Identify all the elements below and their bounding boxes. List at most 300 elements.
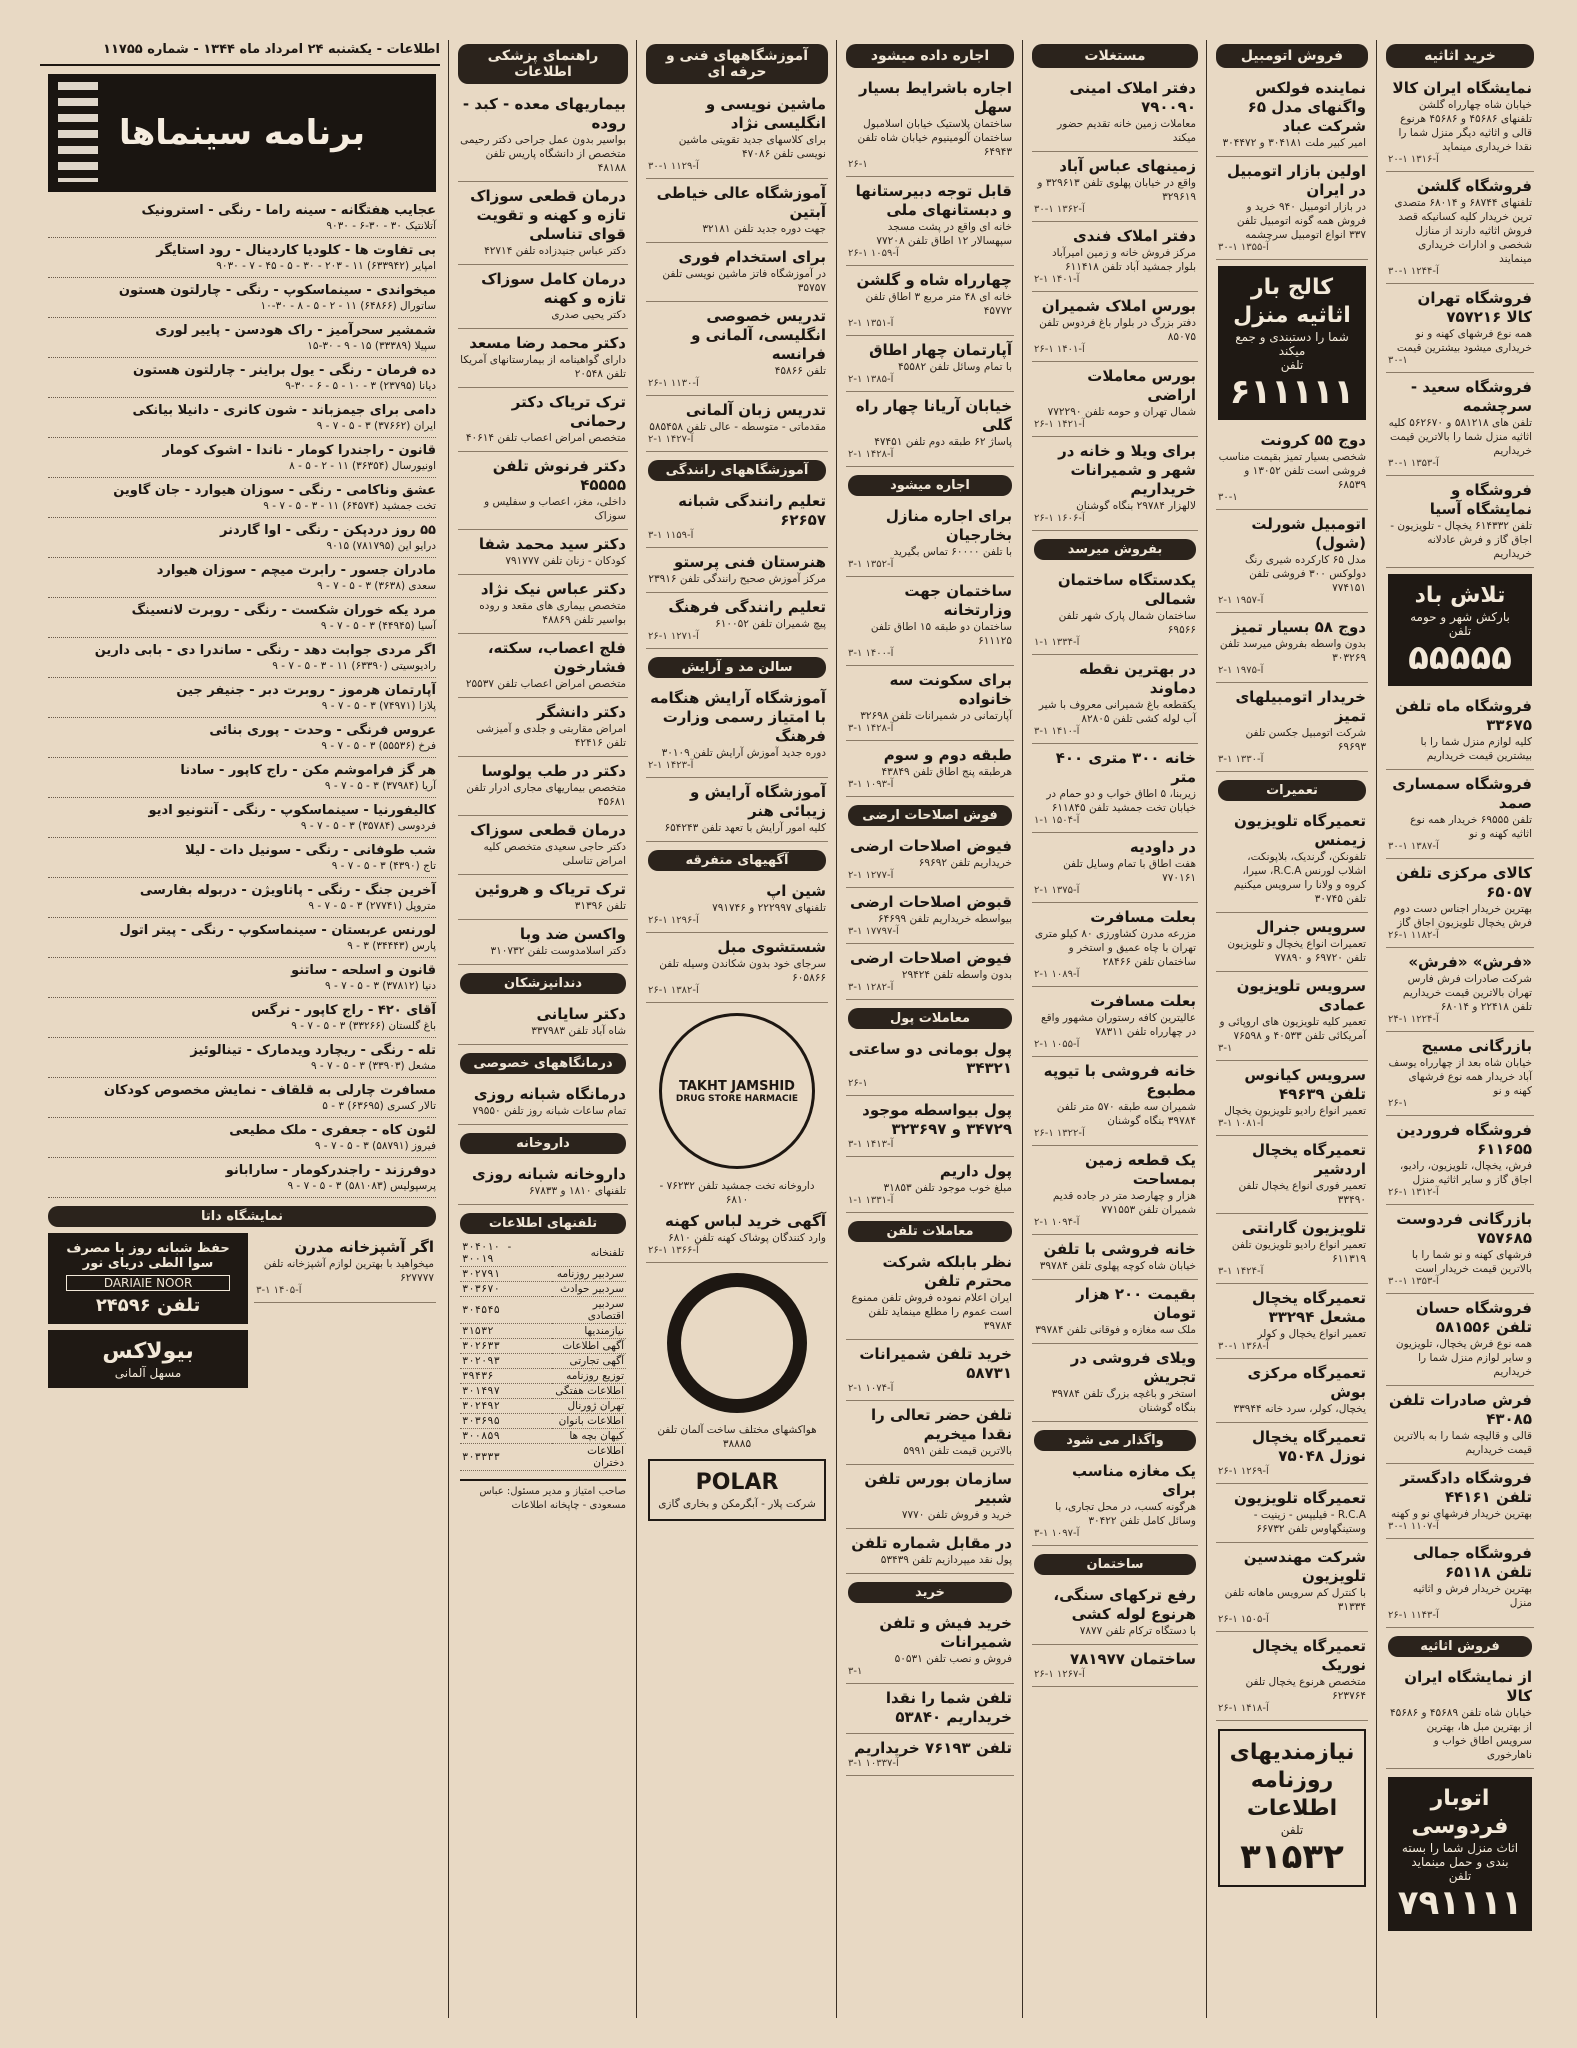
ad-body: شرکت اتومبیل جکسن تلفن ۶۹۶۹۳ bbox=[1245, 727, 1366, 753]
ad-body: برای کلاسهای جدید تقویتی ماشین نویسی تلفن ۴۷۰۸۶ bbox=[678, 134, 826, 160]
ad-title: دوج ۵۵ کرونت bbox=[1260, 431, 1366, 449]
ad-title: فیوض اصلاحات ارضی bbox=[850, 837, 1012, 855]
classified-ad bbox=[1386, 1386, 1534, 1464]
cinema-listing bbox=[48, 878, 436, 918]
ad-body: هفت اطاق با تمام وسایل تلفن ۷۷۰۱۶۱ bbox=[1063, 858, 1196, 884]
ad-phone: ۶۱۱۱۱۱ bbox=[1229, 372, 1355, 412]
ad-body: مدل ۶۵ کارکرده شیری رنگ دولوکس ۳۰۰ فروشی تلفن ۷۷۴۱۵۱ bbox=[1244, 554, 1366, 594]
classified-ad bbox=[646, 243, 828, 302]
classified-ad bbox=[1386, 476, 1534, 568]
ad-body: تمام ساعات شبانه روز تلفن ۷۹۵۵۰ bbox=[472, 1105, 626, 1117]
showtimes: پارس (۳۴۴۴۳) ۳ - ۹ bbox=[347, 940, 436, 952]
phone-row bbox=[460, 1414, 626, 1429]
classified-ad bbox=[1216, 157, 1368, 260]
showtimes: سپیلا (۳۳۳۸۹) ۱۵ - ۹ - ۳۰-۱۵ bbox=[307, 340, 436, 352]
ad-body: ساختمان دو طبقه ۱۵ اطاق تلفن ۶۱۱۱۲۵ bbox=[870, 621, 1012, 647]
ad-title: ساختمان جهت وزارتخانه bbox=[904, 582, 1012, 619]
college-bar-ad bbox=[1218, 266, 1366, 420]
phone-directory bbox=[460, 1240, 626, 1471]
ad-code: ۲۶-۱ آ-۱۶۰۶ bbox=[1034, 513, 1085, 524]
ad-code: ۳۰-۱ آ-۱۳۶۲ bbox=[1034, 204, 1085, 215]
ad-body: فرش، یخچال، تلویزیون، رادیو، اجاق گاز و سایر اثاثیه منزل bbox=[1399, 1160, 1532, 1186]
film-title: عجایب هفتگانه - سینه راما - رنگی - استرونیک bbox=[141, 203, 436, 218]
ad-title: خیابان آریانا چهار راه گلی bbox=[855, 397, 1012, 434]
ad-body: بیواسطه خریداریم تلفن ۶۴۶۹۹ bbox=[877, 913, 1012, 925]
ad-title: آپارتمان چهار اطاق bbox=[869, 341, 1012, 359]
ad-code: ۳-۱ آ-۱۲۸۲ bbox=[848, 982, 894, 993]
ad-title: سرویس تلویزیون عمادی bbox=[1236, 977, 1366, 1014]
ad-label: تلفن bbox=[1280, 358, 1304, 372]
classified-ad bbox=[846, 502, 1014, 577]
classified-ad bbox=[1216, 1214, 1368, 1284]
classified-ad bbox=[1386, 770, 1534, 859]
ad-body: زیربنا، ۵ اطاق خواب و دو حمام در خیابان تخت جمشید تلفن ۶۱۱۸۴۵ bbox=[1046, 788, 1196, 814]
ad-body: کلیه امور آرایش با تعهد تلفن ۶۵۴۲۴۳ bbox=[664, 822, 826, 834]
classified-ad bbox=[846, 1401, 1014, 1465]
ad-body: متخصص هرنوع یخچال تلفن ۶۲۳۷۶۴ bbox=[1245, 1676, 1366, 1702]
fan-wheel-icon bbox=[667, 1273, 807, 1413]
ad-code: ۳-۱ آ-۱۴۰۰ bbox=[848, 648, 894, 659]
classified-ad bbox=[846, 1035, 1014, 1096]
film-title: لئون کاه - جعفری - ملک مطیعی bbox=[229, 1123, 436, 1138]
ad-body: شرکت صادرات فرش فارس تهران بالاترین قیمت خریداریم تلفن ۲۲۴۱۸ و ۶۸۰۱۴ bbox=[1402, 973, 1532, 1013]
ad-code: ۳۰-۱ آ-۱۳۶۸ bbox=[1218, 1341, 1269, 1352]
ad-body: همه نوع فرشهای کهنه و نو خریداری میشود بیشترین قیمت bbox=[1396, 328, 1532, 354]
classified-ad bbox=[458, 90, 628, 182]
ad-body: عالیترین کافه رستوران مشهور واقع در چهارراه تلفن ۷۸۳۱۱ bbox=[1041, 1012, 1196, 1038]
film-title: آقای ۴۲۰ - راج کاپور - نرگس bbox=[251, 1003, 436, 1018]
ad-title: دوج ۵۸ بسیار تمیز bbox=[1231, 618, 1366, 636]
ad-title: برای سکونت سه خانواده bbox=[889, 671, 1012, 708]
cinema-listing bbox=[48, 758, 436, 798]
ad-body: تعمیرات انواع یخچال و تلویزیون تلفن ۶۹۷۲۰ و ۷۷۸۹۰ bbox=[1227, 938, 1366, 964]
ad-title: فروشگاه تهران کالا ۷۵۷۲۱۶ bbox=[1417, 289, 1532, 326]
ad-title: دکتر عباس نیک نژاد bbox=[480, 580, 626, 598]
ad-code: ۳-۱ آ-۱۷۷۹۷ bbox=[848, 926, 899, 937]
section-heading: معاملات تلفن bbox=[848, 1221, 1012, 1242]
ad-body: خیابان شاه کوچه پهلوی تلفن ۳۹۷۸۴ bbox=[1039, 1260, 1196, 1272]
ad-body: شخصی بسیار تمیز بقیمت مناسب فروشی است تلفن ۱۳۰۵۲ و ۶۸۵۳۹ bbox=[1218, 451, 1366, 491]
classified-ad bbox=[1386, 948, 1534, 1032]
ad-title: فلج اعصاب، سکته، فشارخون bbox=[487, 639, 626, 676]
ad-code: ۲-۱ آ-۱۳۵۱ bbox=[848, 318, 894, 329]
classified-ad bbox=[1032, 655, 1198, 744]
classified-ad bbox=[1216, 972, 1368, 1061]
ad-body: داخلی، مغز، اعصاب و سفلیس و سوزاک bbox=[484, 496, 626, 522]
ad-title: بورس معاملات اراضی bbox=[1087, 367, 1196, 404]
left-ads-block bbox=[48, 1233, 248, 1388]
ad-code: ۳-۱ آ-۱۳۳۰ bbox=[1218, 754, 1264, 765]
section-heading: مستغلات bbox=[1032, 44, 1198, 68]
bulax-ad bbox=[48, 1330, 248, 1388]
ad-body: در آموزشگاه فاتز ماشین نویسی تلفن ۳۵۷۵۷ bbox=[662, 268, 826, 294]
ad-title: تعمیرگاه یخچال نوریک bbox=[1252, 1637, 1366, 1674]
classified-ad bbox=[1386, 1032, 1534, 1116]
ad-body: تلفن ۳۱۳۹۶ bbox=[574, 900, 626, 912]
ad-body: شمیران سه طبقه ۵۷۰ متر تلفن ۳۹۷۸۴ بنگاه گوشنان bbox=[1056, 1101, 1196, 1127]
classified-ad bbox=[458, 265, 628, 329]
ad-title: بقیمت ۲۰۰ هزار تومان bbox=[1076, 1285, 1196, 1322]
ad-title: خرید فیش و تلفن شمیرانات bbox=[879, 1614, 1012, 1651]
classified-ad bbox=[1386, 1116, 1534, 1205]
cinema-listing bbox=[48, 998, 436, 1038]
classified-ad bbox=[846, 1465, 1014, 1529]
ad-code: ۲۶-۱ آ-۱۱۳۰ bbox=[648, 378, 699, 389]
ad-body: یکقطعه باغ شمیرانی معروف با شیر آب لوله کشی تلفن ۸۲۸۰۵ bbox=[1038, 699, 1196, 725]
classified-ad bbox=[458, 530, 628, 575]
phone-label: سردبیر روزنامه bbox=[552, 1267, 626, 1282]
ad-body: با کنترل کم سرویس ماهانه تلفن ۳۱۳۳۴ bbox=[1224, 1587, 1366, 1613]
ad-title: دکتر سایانی bbox=[536, 1005, 626, 1023]
tala-bad-ad bbox=[1388, 574, 1532, 686]
ad-title: درمانگاه شبانه روزی bbox=[473, 1085, 626, 1103]
ad-code: ۳-۱ آ-۱۰۳۳۷ bbox=[848, 1758, 899, 1769]
classified-ad bbox=[458, 575, 628, 634]
ad-title: فروشگاه و نمایشگاه آسیا bbox=[1429, 481, 1532, 518]
ad-phone: تلفن ۲۴۵۹۶ bbox=[95, 1295, 201, 1316]
phone-number: ۳۰۲۷۹۱ bbox=[460, 1267, 552, 1282]
phone-row bbox=[460, 1339, 626, 1354]
classified-ad bbox=[1032, 292, 1198, 362]
cinema-listing bbox=[48, 798, 436, 838]
ad-title: از نمایشگاه ایران کالا bbox=[1404, 1668, 1532, 1705]
classified-ad bbox=[1386, 1539, 1534, 1628]
ad-body: مقدماتی - متوسطه - عالی تلفن ۵۸۵۴۵۸ bbox=[649, 421, 826, 433]
film-title: ده فرمان - رنگی - یول براینر - چارلتون هستون bbox=[133, 363, 436, 378]
ad-body: سرجای خود بدون شکاندن وسیله تلفن ۶۰۵۸۶۶ bbox=[659, 958, 826, 984]
classified-ad bbox=[1032, 1057, 1198, 1146]
ad-title: قبوض اصلاحات ارضی bbox=[850, 893, 1012, 911]
phone-row bbox=[460, 1444, 626, 1471]
ad-title: ویلای فروشی در تجریش bbox=[1070, 1349, 1196, 1386]
film-title: مسافرت چارلی به قلقاف - نمایش مخصوص کودکان bbox=[103, 1083, 436, 1098]
classified-ad bbox=[646, 684, 828, 778]
ad-body: تعمیر انواع یخچال و کولر bbox=[1257, 1328, 1366, 1340]
ad-title: تلفن حضر تعالی را نقدا میخریم bbox=[871, 1406, 1012, 1443]
ad-body: قالی و قالیچه شما را به بالاترین قیمت خریداریم bbox=[1393, 1430, 1532, 1456]
classified-ad bbox=[1032, 1235, 1198, 1280]
polar-text: شرکت پلار - آبگرمکن و بخاری گازی bbox=[658, 1498, 816, 1510]
ad-title: اتومبیل شورلت (شول) bbox=[1251, 515, 1366, 552]
classified-ad bbox=[846, 336, 1014, 392]
cinema-listing bbox=[48, 918, 436, 958]
film-title: تله - رنگی - ریچارد ویدمارک - تینالوئیز bbox=[190, 1043, 436, 1058]
ad-sub: شما را دستبندی و جمع میکند bbox=[1235, 330, 1349, 358]
ad-body: وارد کنندگان پوشاک کهنه تلفن ۶۸۱۰ bbox=[668, 1232, 826, 1244]
ad-title: دکتر دانشگر bbox=[537, 703, 626, 721]
film-title: ۵۵ روز دردپکن - رنگی - اوا گاردنر bbox=[220, 523, 436, 538]
ad-body: R.C.A - فیلیپس - زینیت - وستینگهاوس تلفن ۶۶۷۳۲ bbox=[1253, 1509, 1366, 1535]
banner-title: برنامه سینماها bbox=[118, 113, 366, 153]
ad-title: خانه ۳۰۰ متری ۴۰۰ متر bbox=[1055, 749, 1196, 786]
ad-body: تعمیر انواع رادیو تلویزیون یخچال bbox=[1224, 1105, 1366, 1117]
classified-ad bbox=[1216, 1543, 1368, 1632]
classified-ad bbox=[646, 933, 828, 1003]
classified-ad bbox=[458, 698, 628, 757]
classified-ad bbox=[1032, 437, 1198, 531]
ad-sub: DARIAIE NOOR bbox=[66, 1275, 230, 1291]
ad-title: حفظ شبانه روز با مصرف سوا الطی دریای نور bbox=[66, 1241, 230, 1271]
section-heading: فروش اتومبیل bbox=[1216, 44, 1368, 68]
classified-ad bbox=[846, 1684, 1014, 1734]
ad-code: ۳-۱ آ-۱۰۸۱ bbox=[1218, 1118, 1264, 1129]
ad-body: خیابان شاه تلفن ۴۵۶۸۹ و ۴۵۶۸۶ از بهترین مبل ها، بهترین سرویس اطاق خواب و ناهارخوری bbox=[1389, 1707, 1532, 1761]
cinema-listing bbox=[48, 598, 436, 638]
classified-ad bbox=[1216, 1284, 1368, 1359]
ad-code: ۲-۱ آ-۱۹۵۷ bbox=[1218, 595, 1264, 606]
ad-title: تعمیرگاه تلویزیون bbox=[1233, 1489, 1366, 1507]
showtimes: درایو این (۷۸۱۷۹۵) ۹۰۱۵ bbox=[326, 540, 436, 552]
phone-row bbox=[460, 1429, 626, 1444]
ad-label: تلفن bbox=[1448, 624, 1472, 638]
ad-body: خیابان شاه بعد از چهارراه یوسف آباد خریدار همه نوع فرشهای کهنه و نو bbox=[1388, 1057, 1532, 1097]
classified-ad bbox=[1216, 1359, 1368, 1423]
ad-title: فروشگاه حسان تلفن ۵۸۱۵۵۶ bbox=[1415, 1299, 1532, 1336]
ad-title: هنرستان فنی پرستو bbox=[674, 553, 826, 571]
ad-title: درمان قطعی سوزاک تازه و کهنه و تقویت قوای تناسلی bbox=[470, 187, 626, 243]
ad-title: در مقابل شماره تلفن bbox=[851, 1534, 1012, 1552]
dariaie-noor-ad bbox=[48, 1233, 248, 1324]
ad-code: ۳-۱ آ-۱۴۱۰ bbox=[1034, 726, 1080, 737]
ad-title: برای ویلا و خانه در شهر و شمیرانات خریداریم bbox=[1058, 442, 1196, 498]
phone-label: اطلاعات دختران bbox=[552, 1444, 626, 1471]
classified-ad bbox=[458, 816, 628, 875]
ad-title: شین اپ bbox=[766, 882, 826, 900]
cinema-listing bbox=[48, 478, 436, 518]
classified-ad bbox=[1032, 833, 1198, 903]
ad-title: فروشگاه جمالی تلفن ۶۵۱۱۸ bbox=[1413, 1544, 1532, 1581]
ad-title: خریدار اتومبیلهای تمیز bbox=[1235, 688, 1366, 725]
ad-title: پول بیواسطه موجود ۳۴۷۲۹ و ۳۲۳۶۹۷ bbox=[862, 1101, 1012, 1138]
classified-ad bbox=[846, 666, 1014, 741]
ad-body: ساختمان شمال پارک شهر تلفن ۶۹۵۶۶ bbox=[1058, 610, 1196, 636]
ad-body: تلفونکن، گرندیک، بلاپونکت، اشلاب لورنس R.C.A، سیرا، کروه و ولانا را سرویس میکنیم تلفن ۳۰۷۴۵ bbox=[1233, 851, 1366, 905]
ad-title: تعلیم رانندگی فرهنگ bbox=[668, 598, 826, 616]
ad-body: متخصص بیماری های مقعد و روده بواسیر تلفن ۴۸۸۶۹ bbox=[479, 600, 626, 626]
column-divider bbox=[1206, 40, 1207, 2018]
ad-code: ۲-۱ آ-۱۳۷۵ bbox=[1034, 885, 1080, 896]
classified-ad bbox=[1216, 1484, 1368, 1543]
section-heading: نمایشگاه داتا bbox=[48, 1206, 436, 1227]
showtimes: دنیا (۳۷۸۱۲) ۳ - ۵ - ۷ - ۹ bbox=[324, 980, 436, 992]
phone-number: ۳۰۴۰۱۰ - ۳۰۰۱۹ bbox=[460, 1240, 552, 1267]
section-heading: تعمیرات bbox=[1218, 780, 1366, 801]
phone-number: ۳۰۳۶۷۰ bbox=[460, 1282, 552, 1297]
ad-code: ۲۶-۱ آ-۱۴۲۱ bbox=[1034, 419, 1085, 430]
ad-code: ۳-۱ bbox=[848, 1666, 863, 1677]
ad-title: یک قطعه زمین بمساحت bbox=[1085, 1151, 1196, 1188]
ad-code: ۳۰-۱ bbox=[1388, 355, 1408, 366]
ad-body: پول نقد میپردازیم تلفن ۵۳۴۳۹ bbox=[880, 1554, 1012, 1566]
section-heading: اجاره داده میشود bbox=[846, 44, 1014, 68]
ad-title: تدریس خصوصی انگلیسی، آلمانی و فرانسه bbox=[691, 307, 826, 363]
ad-title: تعمیرگاه مرکزی بوش bbox=[1247, 1364, 1366, 1401]
ad-title: تعمیرگاه یخچال نوزل ۷۵۰۴۸ bbox=[1252, 1428, 1366, 1465]
polar-brand: POLAR bbox=[695, 1470, 779, 1495]
cinema-listing bbox=[48, 238, 436, 278]
takht-jamshid-logo bbox=[659, 1013, 815, 1169]
phone-label: سردبیر حوادث bbox=[552, 1282, 626, 1297]
phone-number: ۳۰۳۶۹۵ bbox=[460, 1414, 552, 1429]
bottom-ads-row bbox=[48, 1233, 436, 1388]
ad-title: دفتر املاک امینی ۷۹۰۰۹۰ bbox=[1069, 79, 1196, 116]
phone-number: ۳۰۳۳۳۳ bbox=[460, 1444, 552, 1471]
phone-row bbox=[460, 1369, 626, 1384]
ad-title: ترک تریاک و هروئین bbox=[474, 880, 626, 898]
ad-code: ۲۶-۱ آ-۱۲۶۷ bbox=[1034, 1669, 1085, 1680]
ad-title: ساختمان ۷۸۱۹۷۷ bbox=[1070, 1650, 1196, 1668]
showtimes: متروپل (۲۷۷۴۱) ۳ - ۵ - ۷ - ۹ bbox=[308, 900, 436, 912]
film-title: لورنس عربستان - سینماسکوپ - رنگی - پیتر اتول bbox=[119, 923, 436, 938]
ad-title: تعمیرگاه یخچال اردشیر bbox=[1252, 1141, 1366, 1178]
classified-ad bbox=[846, 888, 1014, 944]
showtimes: مشعل (۳۳۹۰۳) ۳ - ۵ - ۷ - ۹ bbox=[310, 1060, 436, 1072]
film-title: دوفرزند - راجندرکومار - سارابانو bbox=[225, 1163, 436, 1178]
cinema-listing bbox=[48, 518, 436, 558]
showtimes: تخت جمشید (۶۴۵۷۴) ۱۱ - ۳ - ۵ - ۷ - ۹ bbox=[263, 500, 436, 512]
classified-ad bbox=[1216, 1061, 1368, 1136]
film-title: شب طوفانی - رنگی - سونیل دات - لیلا bbox=[185, 843, 436, 858]
cinema-listing bbox=[48, 558, 436, 598]
cinema-listing bbox=[48, 318, 436, 358]
ad-title: قابل توجه دبیرستانها و دبستانهای ملی bbox=[855, 182, 1012, 219]
ad-code: ۲۶-۱ آ-۱۱۴۳ bbox=[1388, 1610, 1439, 1621]
ad-body: خانه ای واقع در پشت مسجد سپهسالار ۱۲ اطاق تلفن ۷۷۲۰۸ bbox=[876, 221, 1012, 247]
film-title: قانون - راجندرا کومار - ناندا - اشوک کومار bbox=[162, 443, 436, 458]
showtimes: آتلانتیک ۳۰ - ۳۰-۶ - ۹۰۳۰ bbox=[326, 220, 436, 232]
phone-number: ۳۹۴۳۶ bbox=[460, 1369, 552, 1384]
ad-title: اتوبار فردوسی bbox=[1411, 1786, 1509, 1839]
film-title: مادران جسور - رابرت میچم - سوزان هیوارد bbox=[156, 563, 436, 578]
classified-ad bbox=[846, 1734, 1014, 1776]
classified-ad bbox=[1032, 1457, 1198, 1546]
phone-label: اطلاعات هفتگی bbox=[552, 1384, 626, 1399]
classified-ad bbox=[254, 1233, 436, 1303]
cinema-listing bbox=[48, 1118, 436, 1158]
ad-title: سازمان بورس تلفن شبیر bbox=[864, 1470, 1012, 1507]
ad-code: ۲-۱ آ-۱۳۸۵ bbox=[848, 374, 894, 385]
ad-code: ۲-۱ آ-۱۰۷۴ bbox=[848, 1383, 894, 1394]
ad-code: ۲-۱ آ-۱۹۷۵ bbox=[1218, 665, 1264, 676]
kitchen-ad-block bbox=[254, 1233, 436, 1388]
section-heading: آگهیهای متفرقه bbox=[648, 850, 826, 871]
ad-title: در داودیه bbox=[1129, 838, 1196, 856]
ad-code: ۲۶-۱ آ-۱۳۶۶ bbox=[648, 1245, 699, 1256]
classified-ad bbox=[1032, 1581, 1198, 1645]
column-car-sales bbox=[1210, 40, 1374, 2020]
column-divider bbox=[636, 40, 637, 2018]
ad-title: خانه فروشی با تیوپه مطبوع bbox=[1043, 1062, 1196, 1099]
phone-number: ۳۰۲۴۹۲ bbox=[460, 1399, 552, 1414]
ad-code: ۳-۱ آ-۱۰۹۳ bbox=[848, 779, 894, 790]
ad-title: دکتر سید محمد شفا bbox=[478, 535, 626, 553]
ad-code: ۲-۱ آ-۱۰۹۴ bbox=[1034, 1217, 1080, 1228]
ad-label: تلفن bbox=[1280, 1823, 1304, 1837]
classified-ad bbox=[846, 944, 1014, 1000]
ad-code: ۱-۱ آ-۱۳۳۴ bbox=[1034, 637, 1080, 648]
ad-body: ساختمان پلاستیک خیابان اسلامبول ساختمان آلومینیوم خیابان شاه تلفن ۶۴۹۴۳ bbox=[857, 118, 1012, 158]
classified-ad bbox=[846, 577, 1014, 666]
ad-title: کالای مرکزی تلفن ۶۵۰۵۷ bbox=[1395, 864, 1532, 901]
ad-body: متخصص بیماریهای مجاری ادرار تلفن ۴۵۶۸۱ bbox=[466, 782, 626, 808]
ad-body: تعمیر فوری انواع یخچال تلفن ۳۳۴۹۰ bbox=[1238, 1180, 1366, 1206]
cinema-listing bbox=[48, 718, 436, 758]
ad-body: هرگونه کسب، در محل تجاری، با وسائل کامل تلفن ۳۰۴۲۲ bbox=[1055, 1501, 1196, 1527]
film-title: کالیفورنیا - سینماسکوپ - رنگی - آنتونیو ادیو bbox=[148, 803, 436, 818]
ad-title: کالج بار اثاثیه منزل bbox=[1233, 275, 1351, 328]
classified-ad bbox=[846, 1340, 1014, 1401]
ad-body: هزار و چهارصد متر در جاده قدیم شمیران تلفن ۷۷۱۵۵۳ bbox=[1052, 1190, 1196, 1216]
ad-body: بهترین خریدار اجناس دست دوم فرش یخچال تلویزیون اجاق گاز bbox=[1393, 903, 1532, 929]
film-title: قانون و اسلحه - ساتنو bbox=[291, 963, 436, 978]
ad-code: ۲۶-۱ آ-۱۳۸۲ bbox=[648, 985, 699, 996]
ad-title: فروشگاه سعید - سرچشمه bbox=[1410, 378, 1532, 415]
logo-name: TAKHT JAMSHID bbox=[679, 1078, 795, 1094]
ad-body: دکتر عباس جنیدزاده تلفن ۴۲۷۱۴ bbox=[484, 245, 626, 257]
section-heading: فروش اثاثیه bbox=[1388, 1636, 1532, 1657]
ad-title: یکدستگاه ساختمان شمالی bbox=[1057, 571, 1196, 608]
ad-title: نمایشگاه ایران کالا bbox=[1392, 79, 1532, 97]
classified-ad bbox=[1032, 222, 1198, 292]
ad-code: ۳۰-۱ bbox=[1218, 492, 1238, 503]
classified-ad bbox=[1216, 1423, 1368, 1484]
column-cinemas bbox=[40, 68, 444, 2018]
ad-body: دفتر بزرگ در بلوار باغ فردوس تلفن ۸۵۰۷۵ bbox=[1039, 317, 1196, 343]
phone-number: ۳۰۱۴۹۷ bbox=[460, 1384, 552, 1399]
ad-code: ۲-۱ آ-۱۴۲۸ bbox=[848, 449, 894, 460]
ad-code: ۳۰-۱ آ-۱۳۵۳ bbox=[1388, 458, 1439, 469]
classified-ad bbox=[1386, 1294, 1534, 1386]
ad-body: میخواهید با بهترین لوازم آشپزخانه تلفن ۶۲۷۷۷۷ bbox=[263, 1258, 434, 1284]
ad-body: تلفن ۶۹۵۵۵ خریدار همه نوع اثاثیه کهنه و نو bbox=[1410, 814, 1532, 840]
date-line: اطلاعات - یکشنبه ۲۴ امرداد ماه ۱۳۴۴ - شماره ۱۱۷۵۵ bbox=[40, 38, 440, 66]
ad-code: ۲۴-۱ آ-۱۲۲۴ bbox=[1388, 1014, 1439, 1025]
ad-title: داروخانه شبانه روزی bbox=[472, 1165, 626, 1183]
ad-title: دکتر فرنوش تلفن ۴۵۵۵۵ bbox=[492, 457, 626, 494]
showtimes: پلازا (۷۴۹۷۱) ۳ - ۵ - ۷ - ۹ bbox=[321, 700, 436, 712]
classified-ad bbox=[846, 1609, 1014, 1684]
ad-code: ۳۰-۱ آ-۱۳۵۵ bbox=[1218, 242, 1269, 253]
ad-body: تلفنهای ۶۸۷۴۴ و ۶۸۰۱۴ متصدی ترین خریدار کلیه کسانیکه قصد فروش اثاثیه دارند از منازل شخصی و ادارات خریداری مینمایند bbox=[1394, 197, 1532, 265]
ad-code: ۳-۱ آ-۱۴۱۳ bbox=[848, 1139, 894, 1150]
ad-body: بهترین خریدار فرشهای نو و کهنه bbox=[1391, 1508, 1532, 1520]
cinema-listing bbox=[48, 438, 436, 478]
classified-ad bbox=[1032, 362, 1198, 437]
phone-label: سردبیر اقتصادی bbox=[552, 1297, 626, 1324]
column-rentals bbox=[840, 40, 1020, 2020]
ad-title: تلویزیون گارانتی bbox=[1241, 1219, 1366, 1237]
ad-code: ۳-۱ آ-۱۰۹۷ bbox=[1034, 1528, 1080, 1539]
ad-title: نماینده فولکس واگنهای مدل ۶۵ شرکت عباد bbox=[1247, 79, 1366, 135]
classified-ad bbox=[1032, 566, 1198, 655]
ad-code: ۲-۱ آ-۱۴۲۷ bbox=[648, 434, 694, 445]
classified-ad bbox=[1032, 987, 1198, 1057]
ad-title: آموزشگاه آرایش هنگامه با امتیاز رسمی وزارت فرهنگ bbox=[650, 689, 826, 745]
film-title: آپارتمان هرموز - روبرت دبر - جنیفر جین bbox=[176, 683, 436, 698]
ad-code: ۲۶-۱ آ-۱۴۰۱ bbox=[1034, 344, 1085, 355]
section-heading: داروخانه bbox=[460, 1133, 626, 1154]
classified-ad bbox=[1386, 1464, 1534, 1539]
ad-body: تعمیر انواع رادیو تلویزیون تلفن ۶۱۱۳۱۹ bbox=[1231, 1239, 1366, 1265]
ad-body: آپارتمانی در شمیرانات تلفن ۳۲۶۹۸ bbox=[860, 710, 1012, 722]
film-title: عروس فرنگی - وحدت - پوری بنائی bbox=[209, 723, 436, 738]
ad-title: بورس املاک شمیران bbox=[1041, 297, 1196, 315]
section-heading: فوش اصلاحات ارضی bbox=[848, 805, 1012, 826]
section-heading: بفروش میرسد bbox=[1034, 539, 1196, 560]
ad-body: خانه ای ۴۸ متر مربع ۳ اطاق تلفن ۴۵۷۷۲ bbox=[865, 291, 1012, 317]
ad-title: تعمیرگاه تلویزیون زیمنس bbox=[1233, 812, 1366, 849]
ad-body: جهت دوره جدید تلفن ۳۲۱۸۱ bbox=[702, 223, 826, 235]
